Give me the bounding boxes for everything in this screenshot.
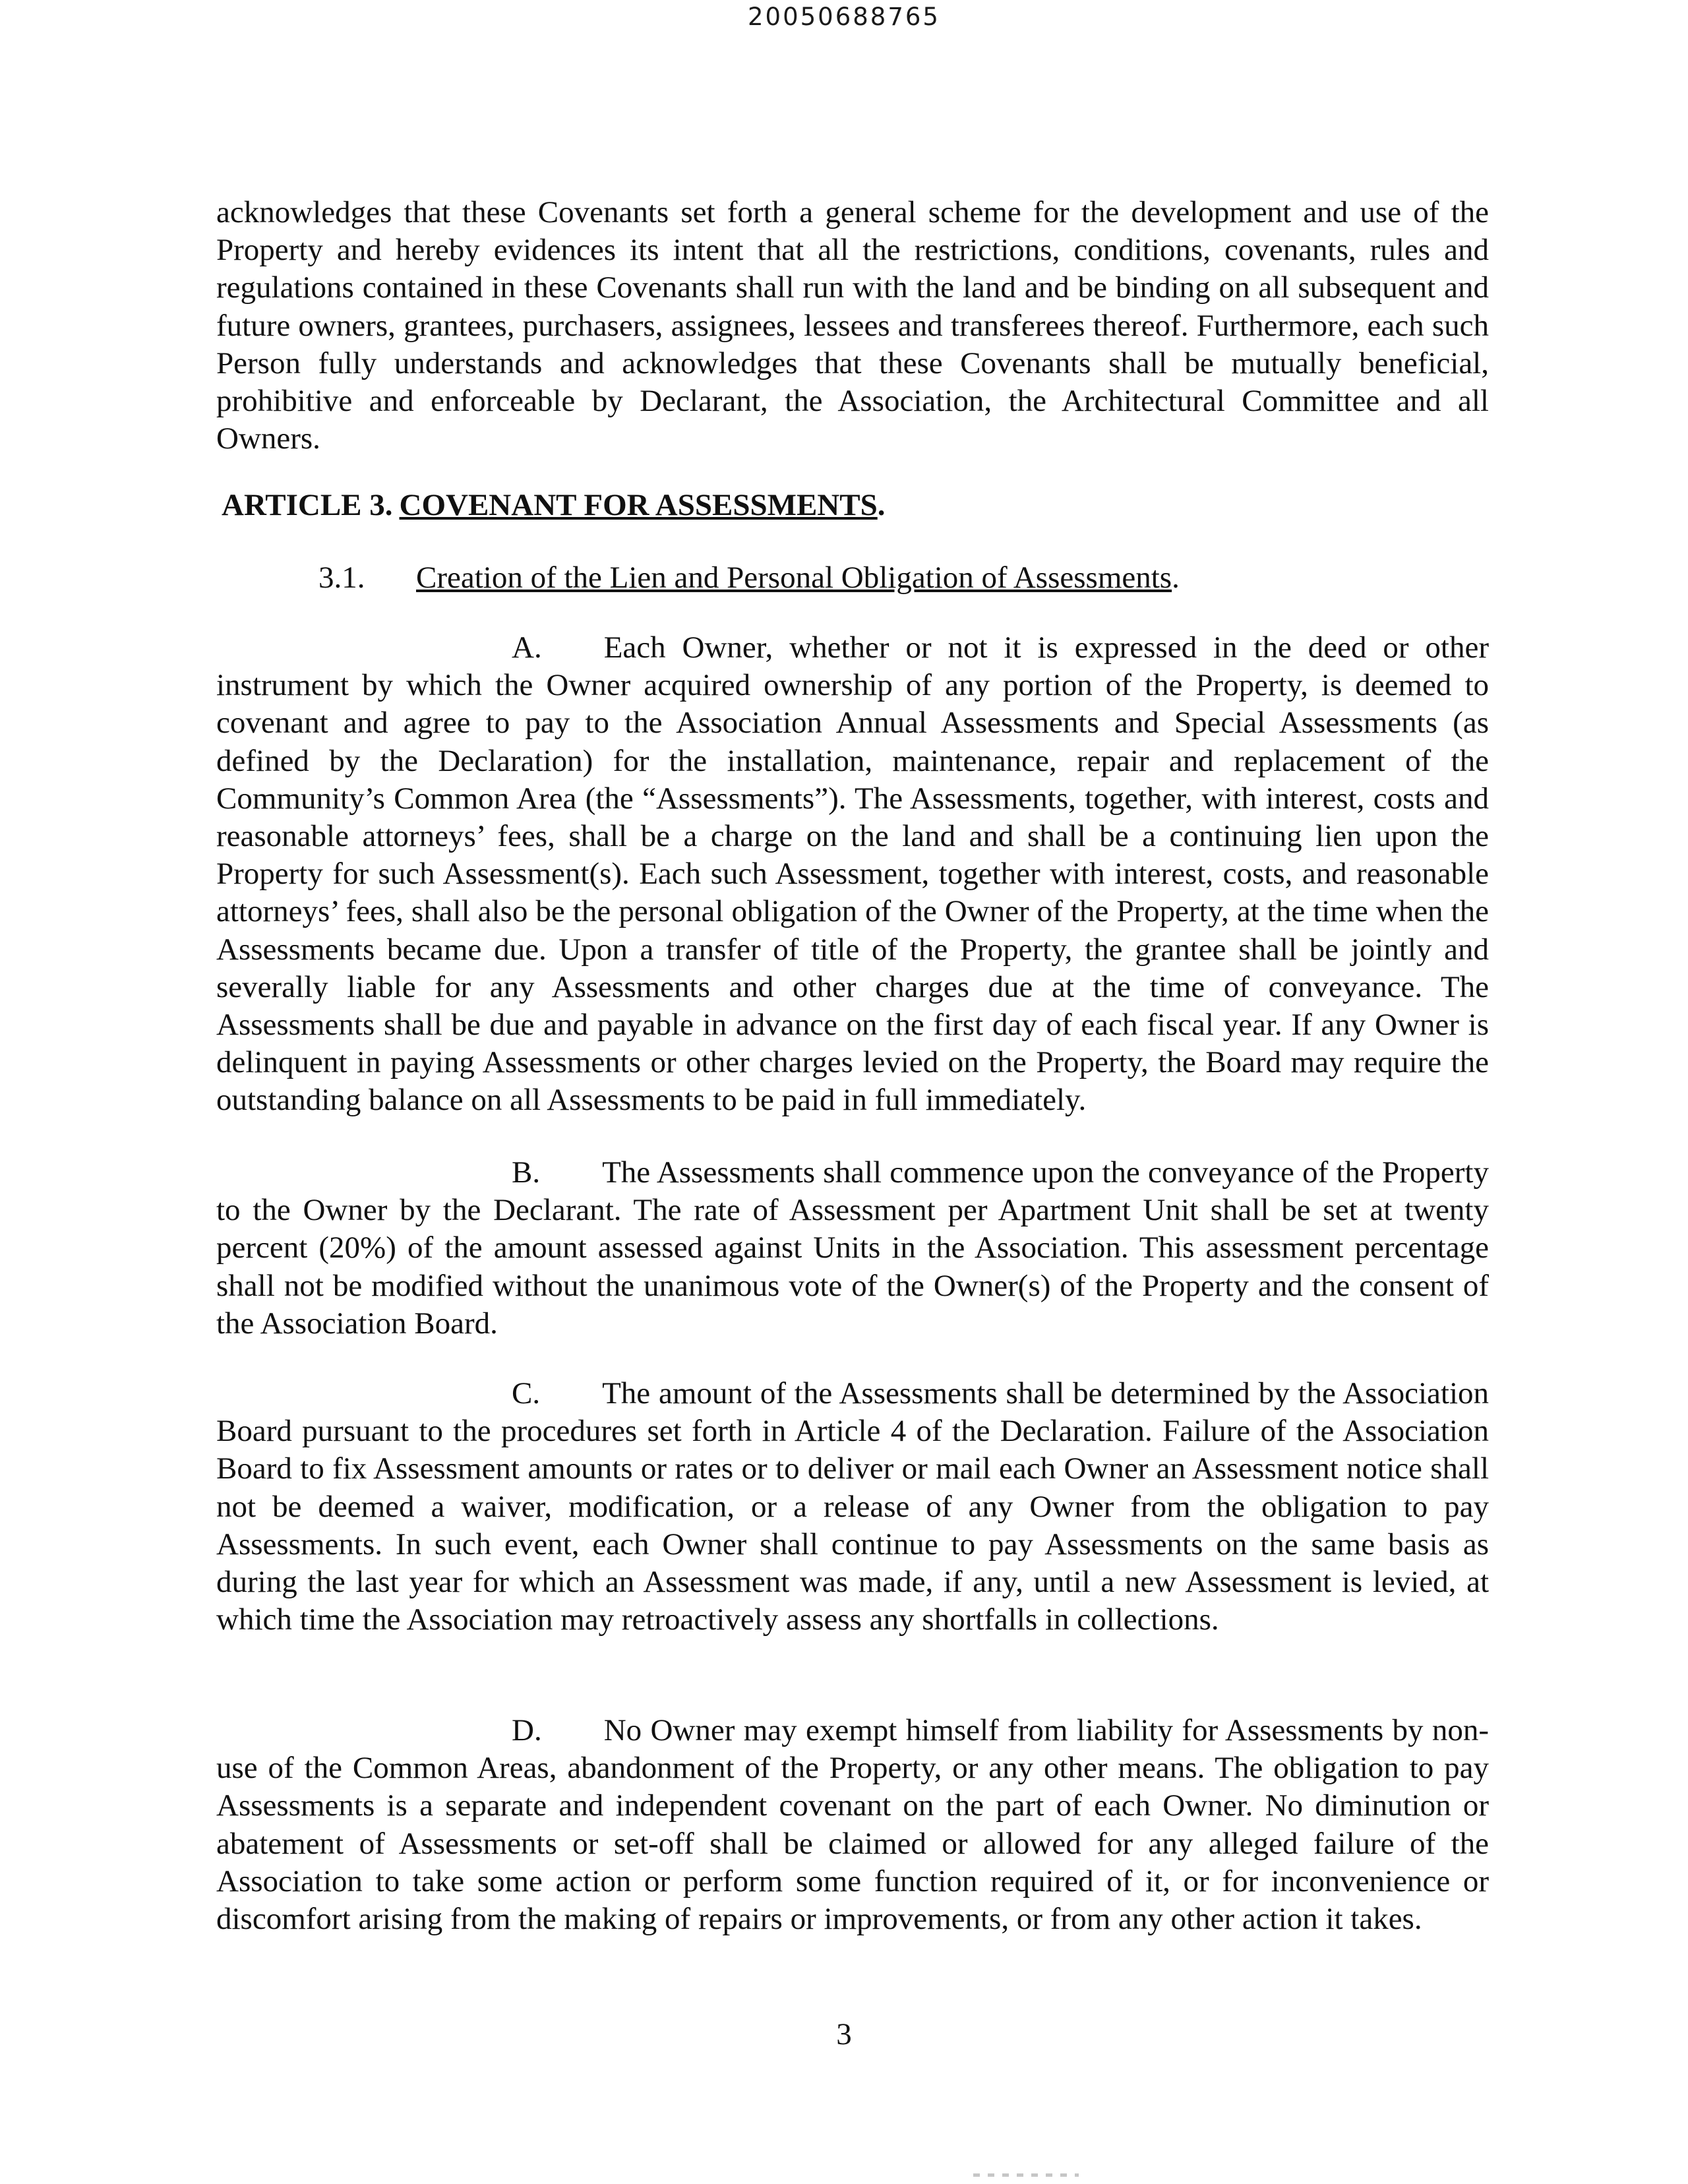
paragraph-a: A. Each Owner, whether or not it is expressed in the deed or other instrument by which the Owner acquired ownership of any portion of the Property, is deemed to covenant and agree to pay to the Association Annual Assessments and Special Assessments (as defined by the Declaration) for the installation, maintenance, repair and replacement of the Community’s Common Area (the “Assessments”). The Assessments, together, with interest, costs and reasonable attorneys’ fees, shall be a charge on the land and shall be a continuing lien upon the Property for such Assessment(s). Each such Assessment, together with interest, costs, and reasonable attorneys’ fees, shall also be the personal obligation of the Owner of the Property, at the time when the Assessments became due. Upon a transfer of title of the Property, the grantee shall be jointly and severally liable for any Assessments and other charges due at the time of conveyance. The Assessments shall be due and payable in advance on the first day of each fiscal year. If any Owner is delinquent in paying Assessments or other charges levied on the Property, the Board may require the outstanding balance on all Assessments to be paid in full immediately. — [216, 630, 1489, 1118]
paragraph-d: D. No Owner may exempt himself from liability for Assessments by non-use of the Common Areas, abandonment of the Property, or any other means. The obligation to pay Assessments is a separate and independent covenant on the part of each Owner. No diminution or abatement of Assessments or set-off shall be claimed or allowed for any alleged failure of the Association to take some action or perform some function required of it, or for inconvenience or discomfort arising from the making of repairs or improvements, or from any other action it takes. — [216, 1713, 1489, 1937]
section-number: 3.1. — [318, 561, 365, 595]
paragraph-c: C. The amount of the Assessments shall be determined by the Association Board pursuant to the procedures set forth in Article 4 of the Declaration. Failure of the Association Board to fix Assessment amounts or rates or to deliver or mail each Owner an Assessment notice shall not be deemed a waiver, modification, or a release of any Owner from the obligation to pay Assessments. In such event, each Owner shall continue to pay Assessments on the same basis as during the last year for which an Assessment was made, if any, until a new Assessment is levied, at which time the Association may retroactively assess any shortfalls in collections. — [216, 1376, 1489, 1637]
section-period: . — [1172, 561, 1180, 595]
section-heading — [318, 559, 1180, 597]
article-period: . — [877, 488, 886, 522]
page-number: 3 — [836, 2017, 852, 2051]
paragraph-b: B. The Assessments shall commence upon the conveyance of the Property to the Owner by the Declarant. The rate of Assessment per Apartment Unit shall be set at twenty percent (20%) of the amount assessed against Units in the Association. This assessment percentage shall not be modified without the unanimous vote of the Owner(s) of the Property and the consent of the Association Board. — [216, 1155, 1489, 1341]
article-label: ARTICLE 3. — [222, 488, 393, 522]
article-heading — [222, 487, 885, 524]
article-title: COVENANT FOR ASSESSMENTS — [399, 488, 878, 522]
scan-artifact-mark — [973, 2173, 1079, 2177]
section-title: Creation of the Lien and Personal Obligation of Assessments — [416, 561, 1172, 595]
document-id: 20050688765 — [748, 3, 940, 31]
intro-paragraph: acknowledges that these Covenants set forth a general scheme for the development and use of the Property and hereby evidences its intent that all the restrictions, conditions, covenants, rules and regulations contained in these Covenants shall run with the land and be binding on all subsequent and future owners, grantees, purchasers, assignees, lessees and transferees thereof. Furthermore, each such Person fully understands and acknowledges that these Covenants shall be mutually beneficial, prohibitive and enforceable by Declarant, the Association, the Architectural Committee and all Owners. — [216, 195, 1489, 456]
